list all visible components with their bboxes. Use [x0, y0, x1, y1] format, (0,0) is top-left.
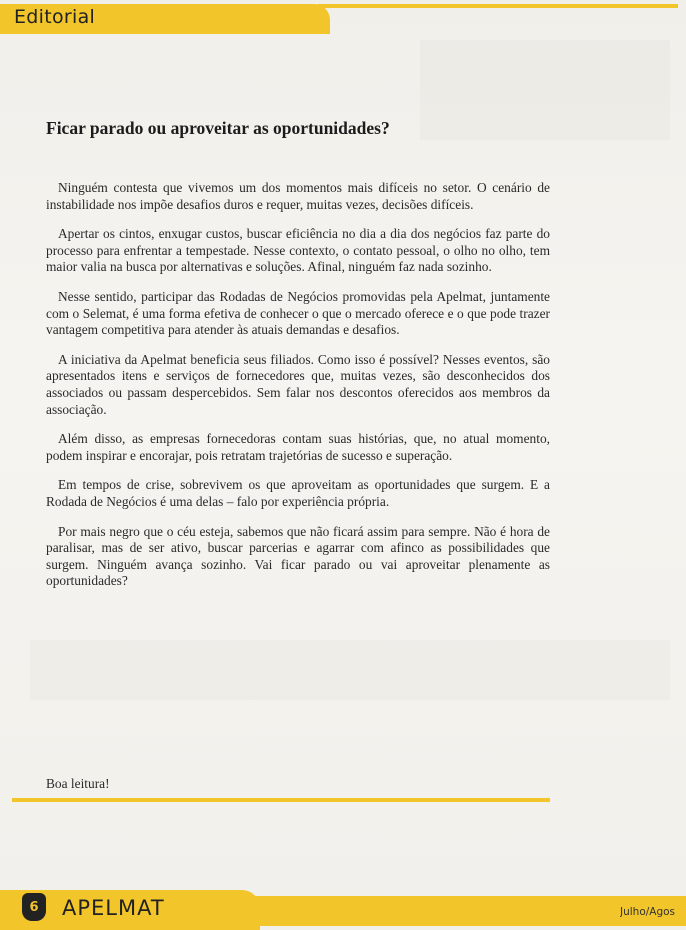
article-headline: Ficar parado ou aproveitar as oportunidades? — [46, 118, 390, 138]
paragraph: Em tempos de crise, sobrevivem os que aproveitam as oportunidades que surgem. E a Rodada de Negócios é uma delas – falo por experiência própria. — [46, 477, 550, 509]
issue-date: Julho/Agos — [620, 906, 676, 918]
paragraph: Ninguém contesta que vivemos um dos momentos mais difíceis no setor. O cenário de instabilidade nos impõe desafios duros e requer, muitas vezes, decisões difíceis. — [46, 180, 550, 212]
page-number-badge: 6 — [22, 893, 46, 921]
paragraph: A iniciativa da Apelmat beneficia seus filiados. Como isso é possível? Nesses eventos, são apresentados itens e serviços de fornecedores que, muitas vezes, são desconhecidos dos associados ou passam despercebidos. Sem falar nos descontos oferecidos aos membros da associação. — [46, 351, 550, 417]
paragraph: Além disso, as empresas fornecedoras contam suas histórias, que, no atual momento, podem inspirar e encorajar, pois retratam trajetórias de sucesso e superação. — [46, 431, 550, 463]
article-body — [46, 180, 550, 603]
section-title: Editorial — [14, 6, 96, 28]
paragraph: Apertar os cintos, enxugar custos, buscar eficiência no dia a dia dos negócios faz parte do processo para enfrentar a tempestade. Nesse contexto, o contato pessoal, o olho no olho, tem maior valia na busca por alternativas e soluções. Afinal, ninguém faz nada sozinho. — [46, 226, 550, 275]
closing-line: Boa leitura! — [46, 776, 110, 791]
paragraph: Por mais negro que o céu esteja, sabemos que não ficará assim para sempre. Não é hora de paralisar, mas de ser ativo, buscar parcerias e agarrar com afinco as possibilidades que surgem. Ninguém avança sozinho. Vai ficar parado ou vai aproveitar plenamente as oportunidades? — [46, 523, 550, 589]
header-accent-line — [318, 4, 678, 8]
brand-logo-text: APELMAT — [62, 896, 165, 920]
faded-background-print — [30, 640, 670, 700]
paragraph: Nesse sentido, participar das Rodadas de Negócios promovidas pela Apelmat, juntamente com o Selemat, é uma forma efetiva de conhecer o que o mercado oferece e o que pode trazer vantagem competitiva para atender às atuais demandas e desafios. — [46, 288, 550, 338]
header-bar — [0, 0, 686, 36]
divider-rule — [12, 798, 550, 802]
